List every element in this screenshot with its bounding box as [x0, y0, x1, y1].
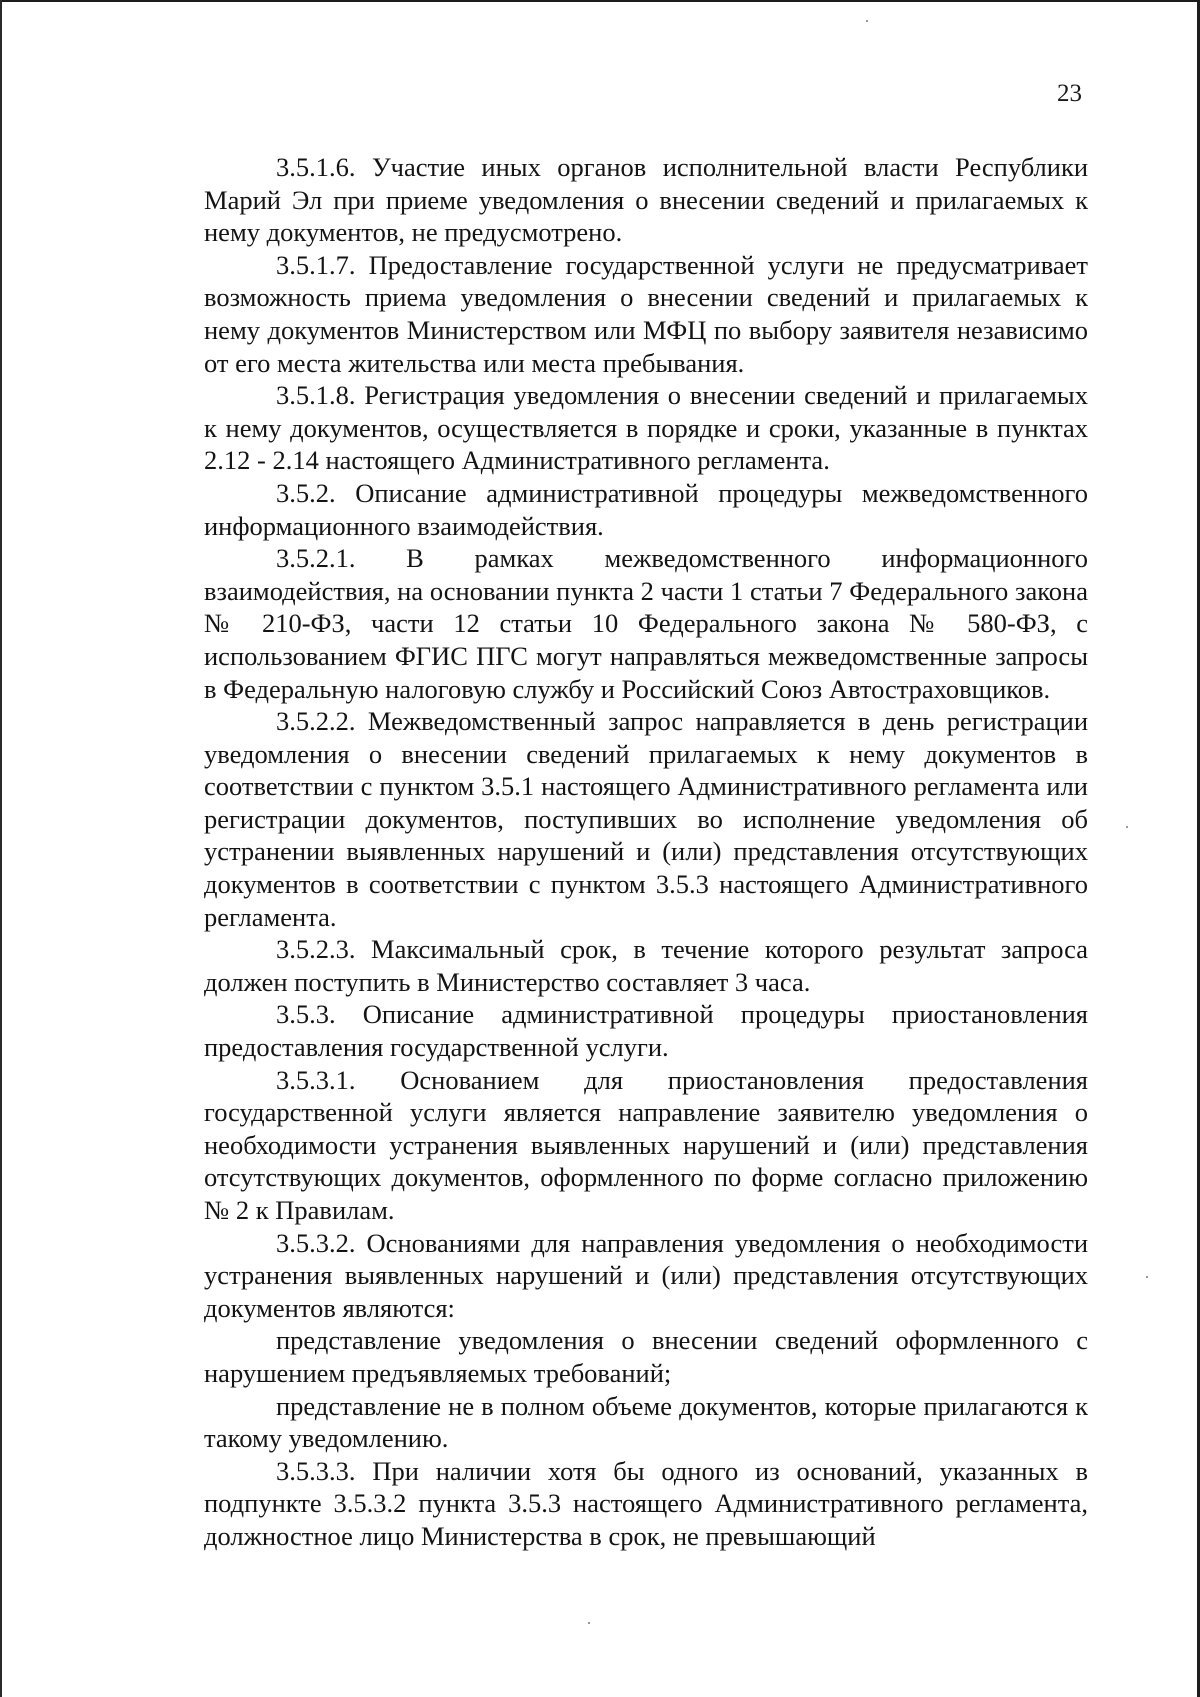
paragraph-3-5-3-3: 3.5.3.3. При наличии хотя бы одного из оснований, указанных в подпункте 3.5.3.2 пункта 3.5.3 настоящего Административного регламента, должностное лицо Министерства в срок, не превышающий	[204, 1455, 1088, 1551]
paragraph-3-5-2-1: 3.5.2.1. В рамках межведомственного информационного взаимодействия, на основании пункта 2 части 1 статьи 7 Федерального закона № 210-ФЗ, части 12 статьи 10 Федерального закона № 580-ФЗ, с использованием ФГИС ПГС могут направляться межведомственные запросы в Федеральную налоговую службу и Российский Союз Автостраховщиков.	[204, 543, 1088, 704]
paragraph-3-5-1-8: 3.5.1.8. Регистрация уведомления о внесении сведений и прилагаемых к нему документов, осуществляется в порядке и сроки, указанные в пунктах 2.12 - 2.14 настоящего Административного регламента.	[204, 380, 1088, 476]
paragraph-3-5-3: 3.5.3. Описание административной процедуры приостановления предоставления государственной услуги.	[204, 999, 1088, 1063]
paragraph-3-5-3-1: 3.5.3.1. Основанием для приостановления предоставления государственной услуги является направление заявителю уведомления о необходимости устранения выявленных нарушений и (или) представления отсутствующих документов, оформленного по форме согласно приложению № 2 к Правилам.	[204, 1064, 1088, 1225]
scan-speck	[1126, 826, 1128, 828]
scan-speck	[866, 20, 868, 22]
scan-edge-top	[0, 0, 1200, 2]
paragraph-3-5-2-2: 3.5.2.2. Межведомственный запрос направляется в день регистрации уведомления о внесении сведений прилагаемых к нему документов в соответствии с пунктом 3.5.1 настоящего Административного регламента или регистрации документов, поступивших во исполнение уведомления об устранении выявленных нарушений и (или) представления отсутствующих документов в соответствии с пунктом 3.5.3 настоящего Административного регламента.	[204, 706, 1088, 932]
paragraph-3-5-3-2: 3.5.3.2. Основаниями для направления уведомления о необходимости устранения выявленных нарушений и (или) представления отсутствующих документов являются:	[204, 1227, 1088, 1323]
paragraph-3-5-2: 3.5.2. Описание административной процедуры межведомственного информационного взаимодействия.	[204, 477, 1088, 541]
list-item-incomplete-documents: представление не в полном объеме документов, которые прилагаются к такому уведомлению.	[204, 1390, 1088, 1454]
paragraph-3-5-2-3: 3.5.2.3. Максимальный срок, в течение которого результат запроса должен поступить в Министерство составляет 3 часа.	[204, 934, 1088, 997]
document-body	[204, 151, 1088, 1553]
paragraph-3-5-1-6: 3.5.1.6. Участие иных органов исполнительной власти Республики Марий Эл при приеме уведомления о внесении сведений и прилагаемых к нему документов, не предусмотрено.	[204, 152, 1088, 248]
scan-speck	[1146, 1276, 1148, 1278]
scan-edge-left	[0, 0, 2, 1697]
list-item-improper-notification: представление уведомления о внесении сведений оформленного с нарушением предъявляемых требований;	[204, 1325, 1088, 1388]
paragraph-3-5-1-7: 3.5.1.7. Предоставление государственной услуги не предусматривает возможность приема уведомления о внесении сведений и прилагаемых к нему документов Министерством или МФЦ по выбору заявителя независимо от его места жительства или места пребывания.	[204, 249, 1088, 378]
scan-speck	[588, 1622, 590, 1624]
page-number: 23	[1057, 80, 1082, 107]
